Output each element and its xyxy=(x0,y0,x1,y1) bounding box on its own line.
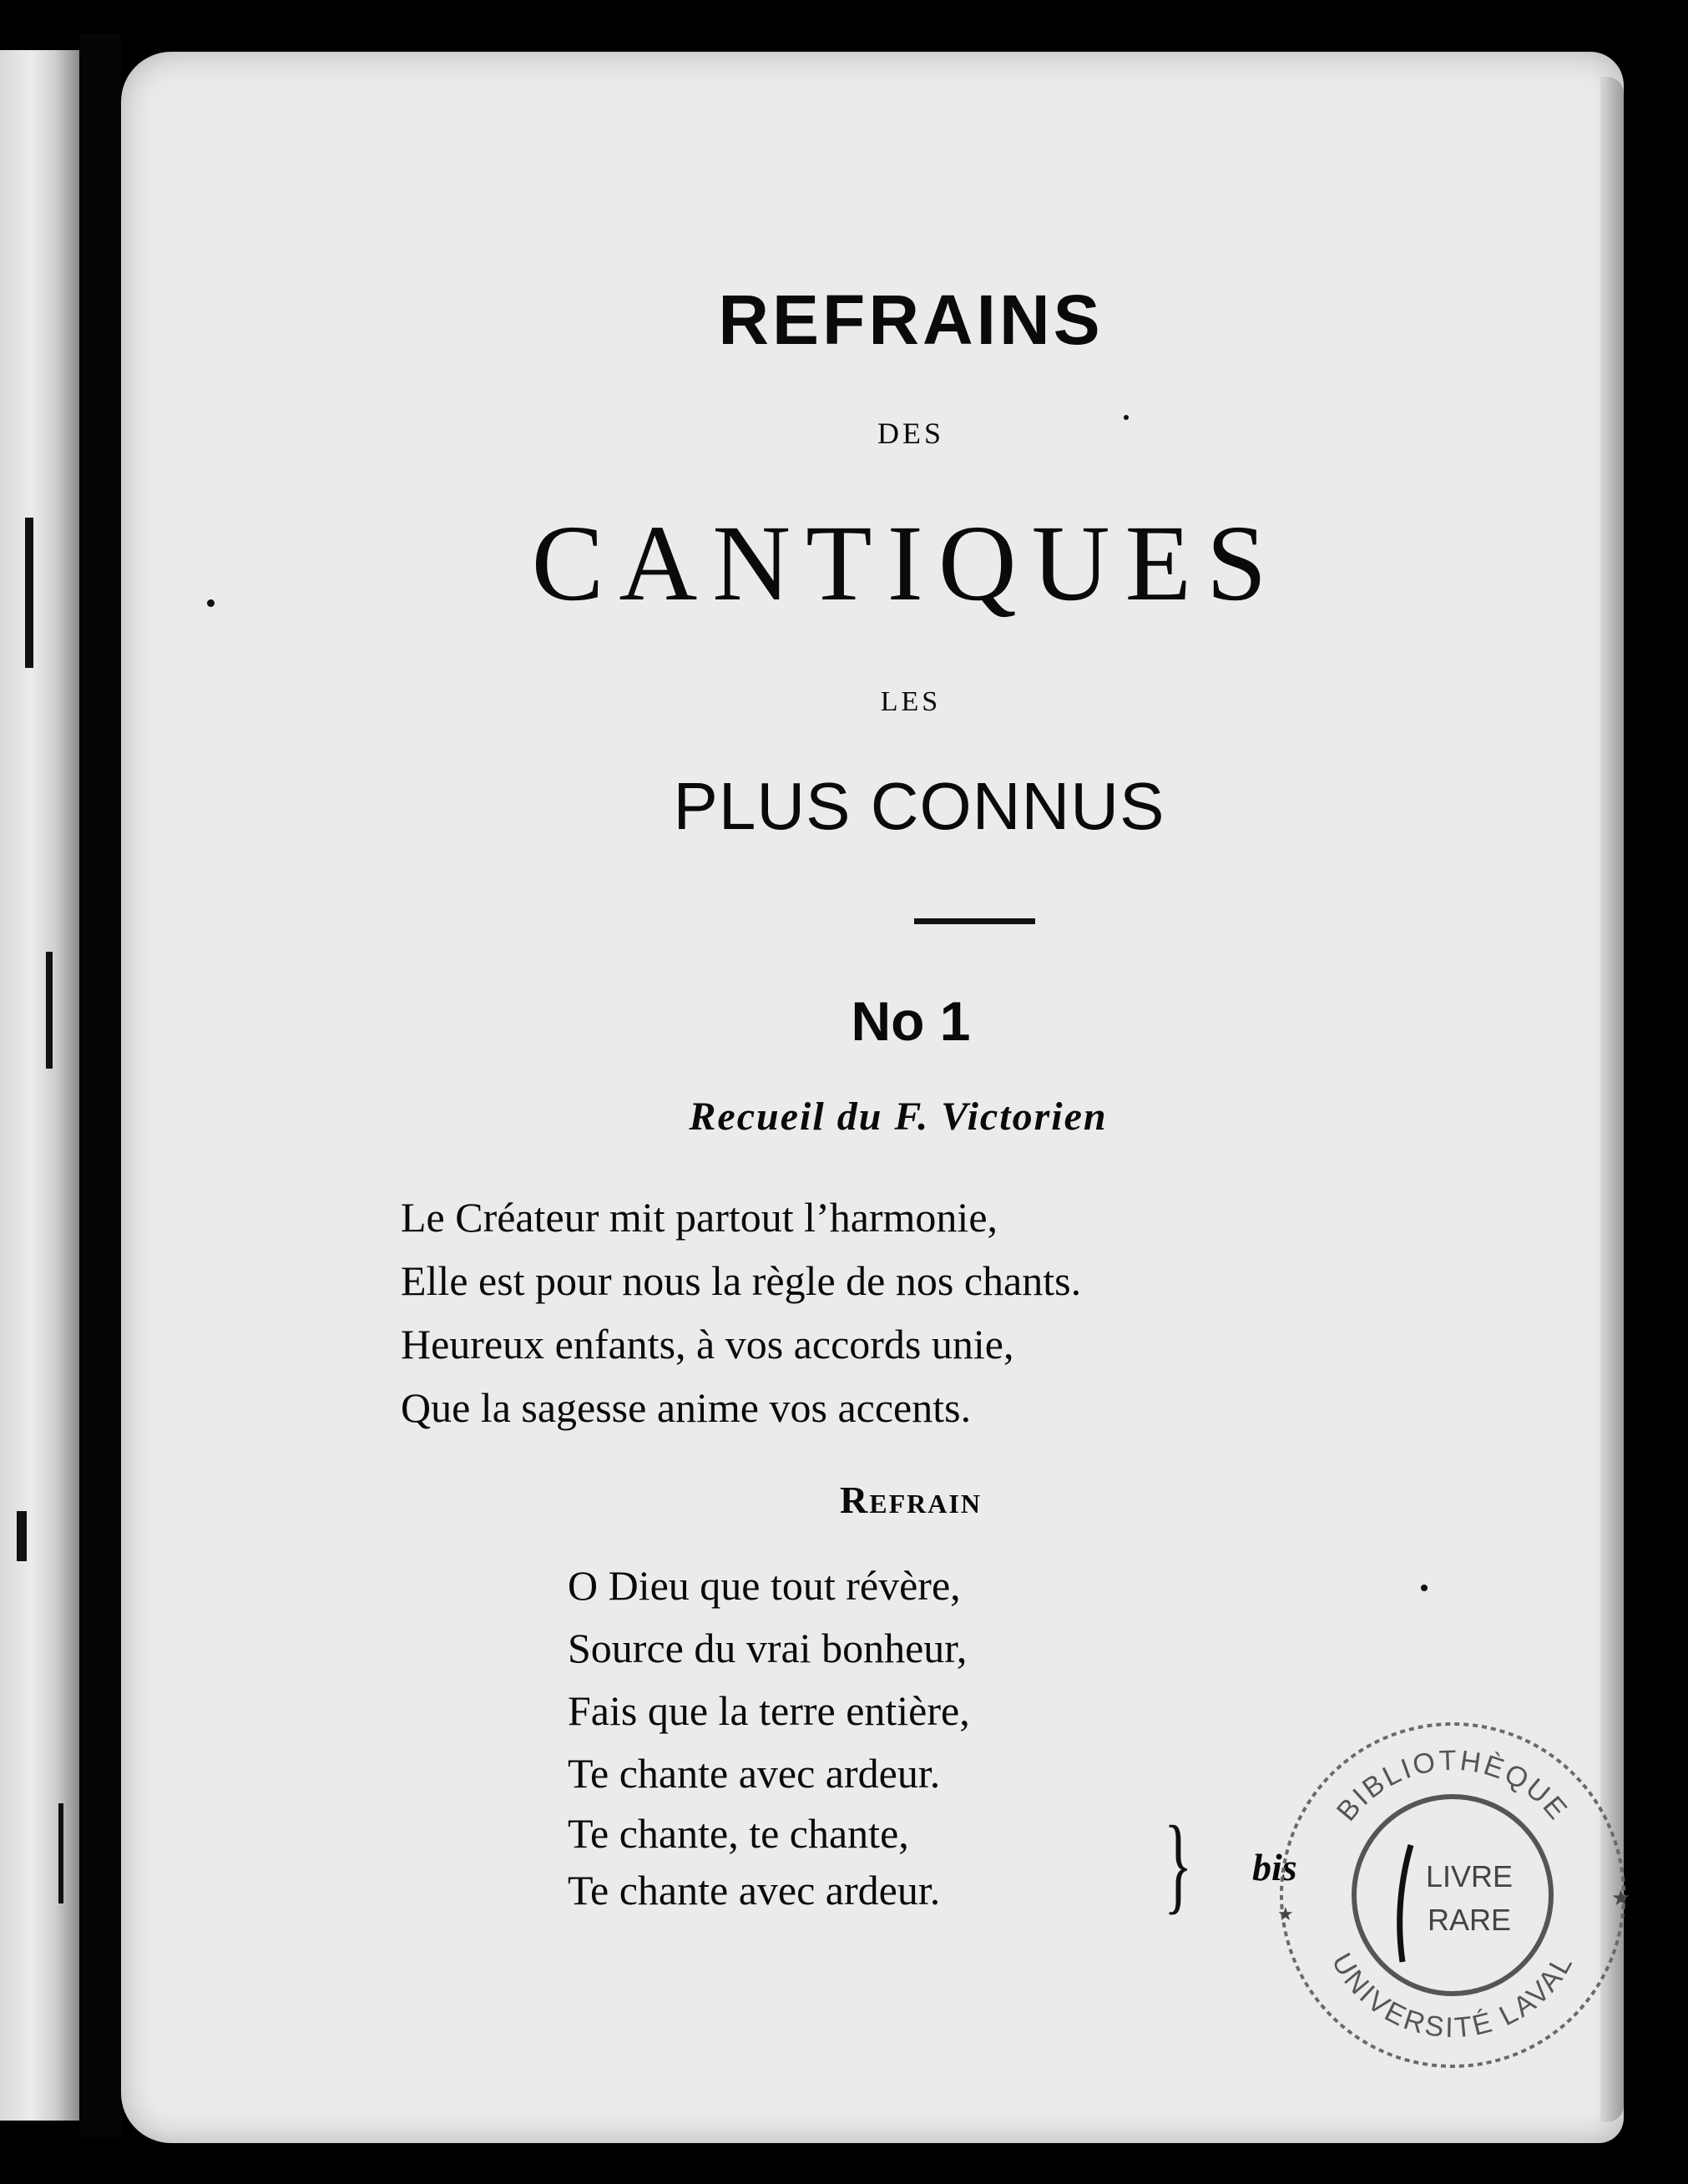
ink-speck xyxy=(207,599,215,607)
library-stamp xyxy=(1269,1711,1636,2079)
title-plus-connus: PLUS CONNUS xyxy=(673,769,1165,843)
star-icon: ★ xyxy=(1611,1886,1631,1911)
refrain-line: O Dieu que tout révère, xyxy=(568,1562,961,1609)
verse-line: Le Créateur mit partout l’harmonie, xyxy=(401,1194,998,1241)
stamp-bottom-text: UNIVERSITÉ LAVAL xyxy=(1325,1948,1580,2045)
verse-line: Elle est pour nous la règle de nos chants. xyxy=(401,1257,1082,1304)
verse-line: Que la sagesse anime vos accents. xyxy=(401,1384,972,1431)
title-cantiques: CANTIQUES xyxy=(531,503,1282,624)
collection-source: Recueil du F. Victorien xyxy=(689,1095,1108,1139)
refrain-heading: Refrain xyxy=(840,1479,982,1521)
stamp-top-text: BIBLIOTHÈQUE xyxy=(1330,1744,1575,1828)
refrain-line: Fais que la terre entière, xyxy=(568,1687,970,1734)
verse-block xyxy=(401,1186,1081,1439)
repeat-brace: } xyxy=(1164,1804,1193,1924)
hymn-number: No 1 xyxy=(851,990,971,1052)
title-des: DES xyxy=(877,417,944,450)
stamp-inner-rare: RARE xyxy=(1427,1903,1512,1937)
refrain-line: Te chante, te chante, xyxy=(568,1810,909,1857)
handwritten-mark xyxy=(1400,1845,1411,1962)
verse-line: Heureux enfants, à vos accords unie, xyxy=(401,1321,1014,1368)
ink-speck xyxy=(1124,415,1129,420)
refrain-line: Te chante avec ardeur. xyxy=(568,1867,941,1914)
title-refrains: REFRAINS xyxy=(718,281,1104,359)
refrain-line: Source du vrai bonheur, xyxy=(568,1625,968,1671)
title-les: LES xyxy=(880,686,942,717)
star-icon: ★ xyxy=(1277,1904,1294,1925)
ink-speck xyxy=(1421,1585,1428,1591)
refrain-line: Te chante avec ardeur. xyxy=(568,1750,941,1797)
facing-page-edge xyxy=(0,50,79,2121)
stamp-inner-livre: LIVRE xyxy=(1425,1859,1514,1893)
divider-rule xyxy=(914,918,1035,924)
repeat-mark-bis: bis xyxy=(1252,1846,1297,1888)
refrain-block xyxy=(568,1555,970,1919)
